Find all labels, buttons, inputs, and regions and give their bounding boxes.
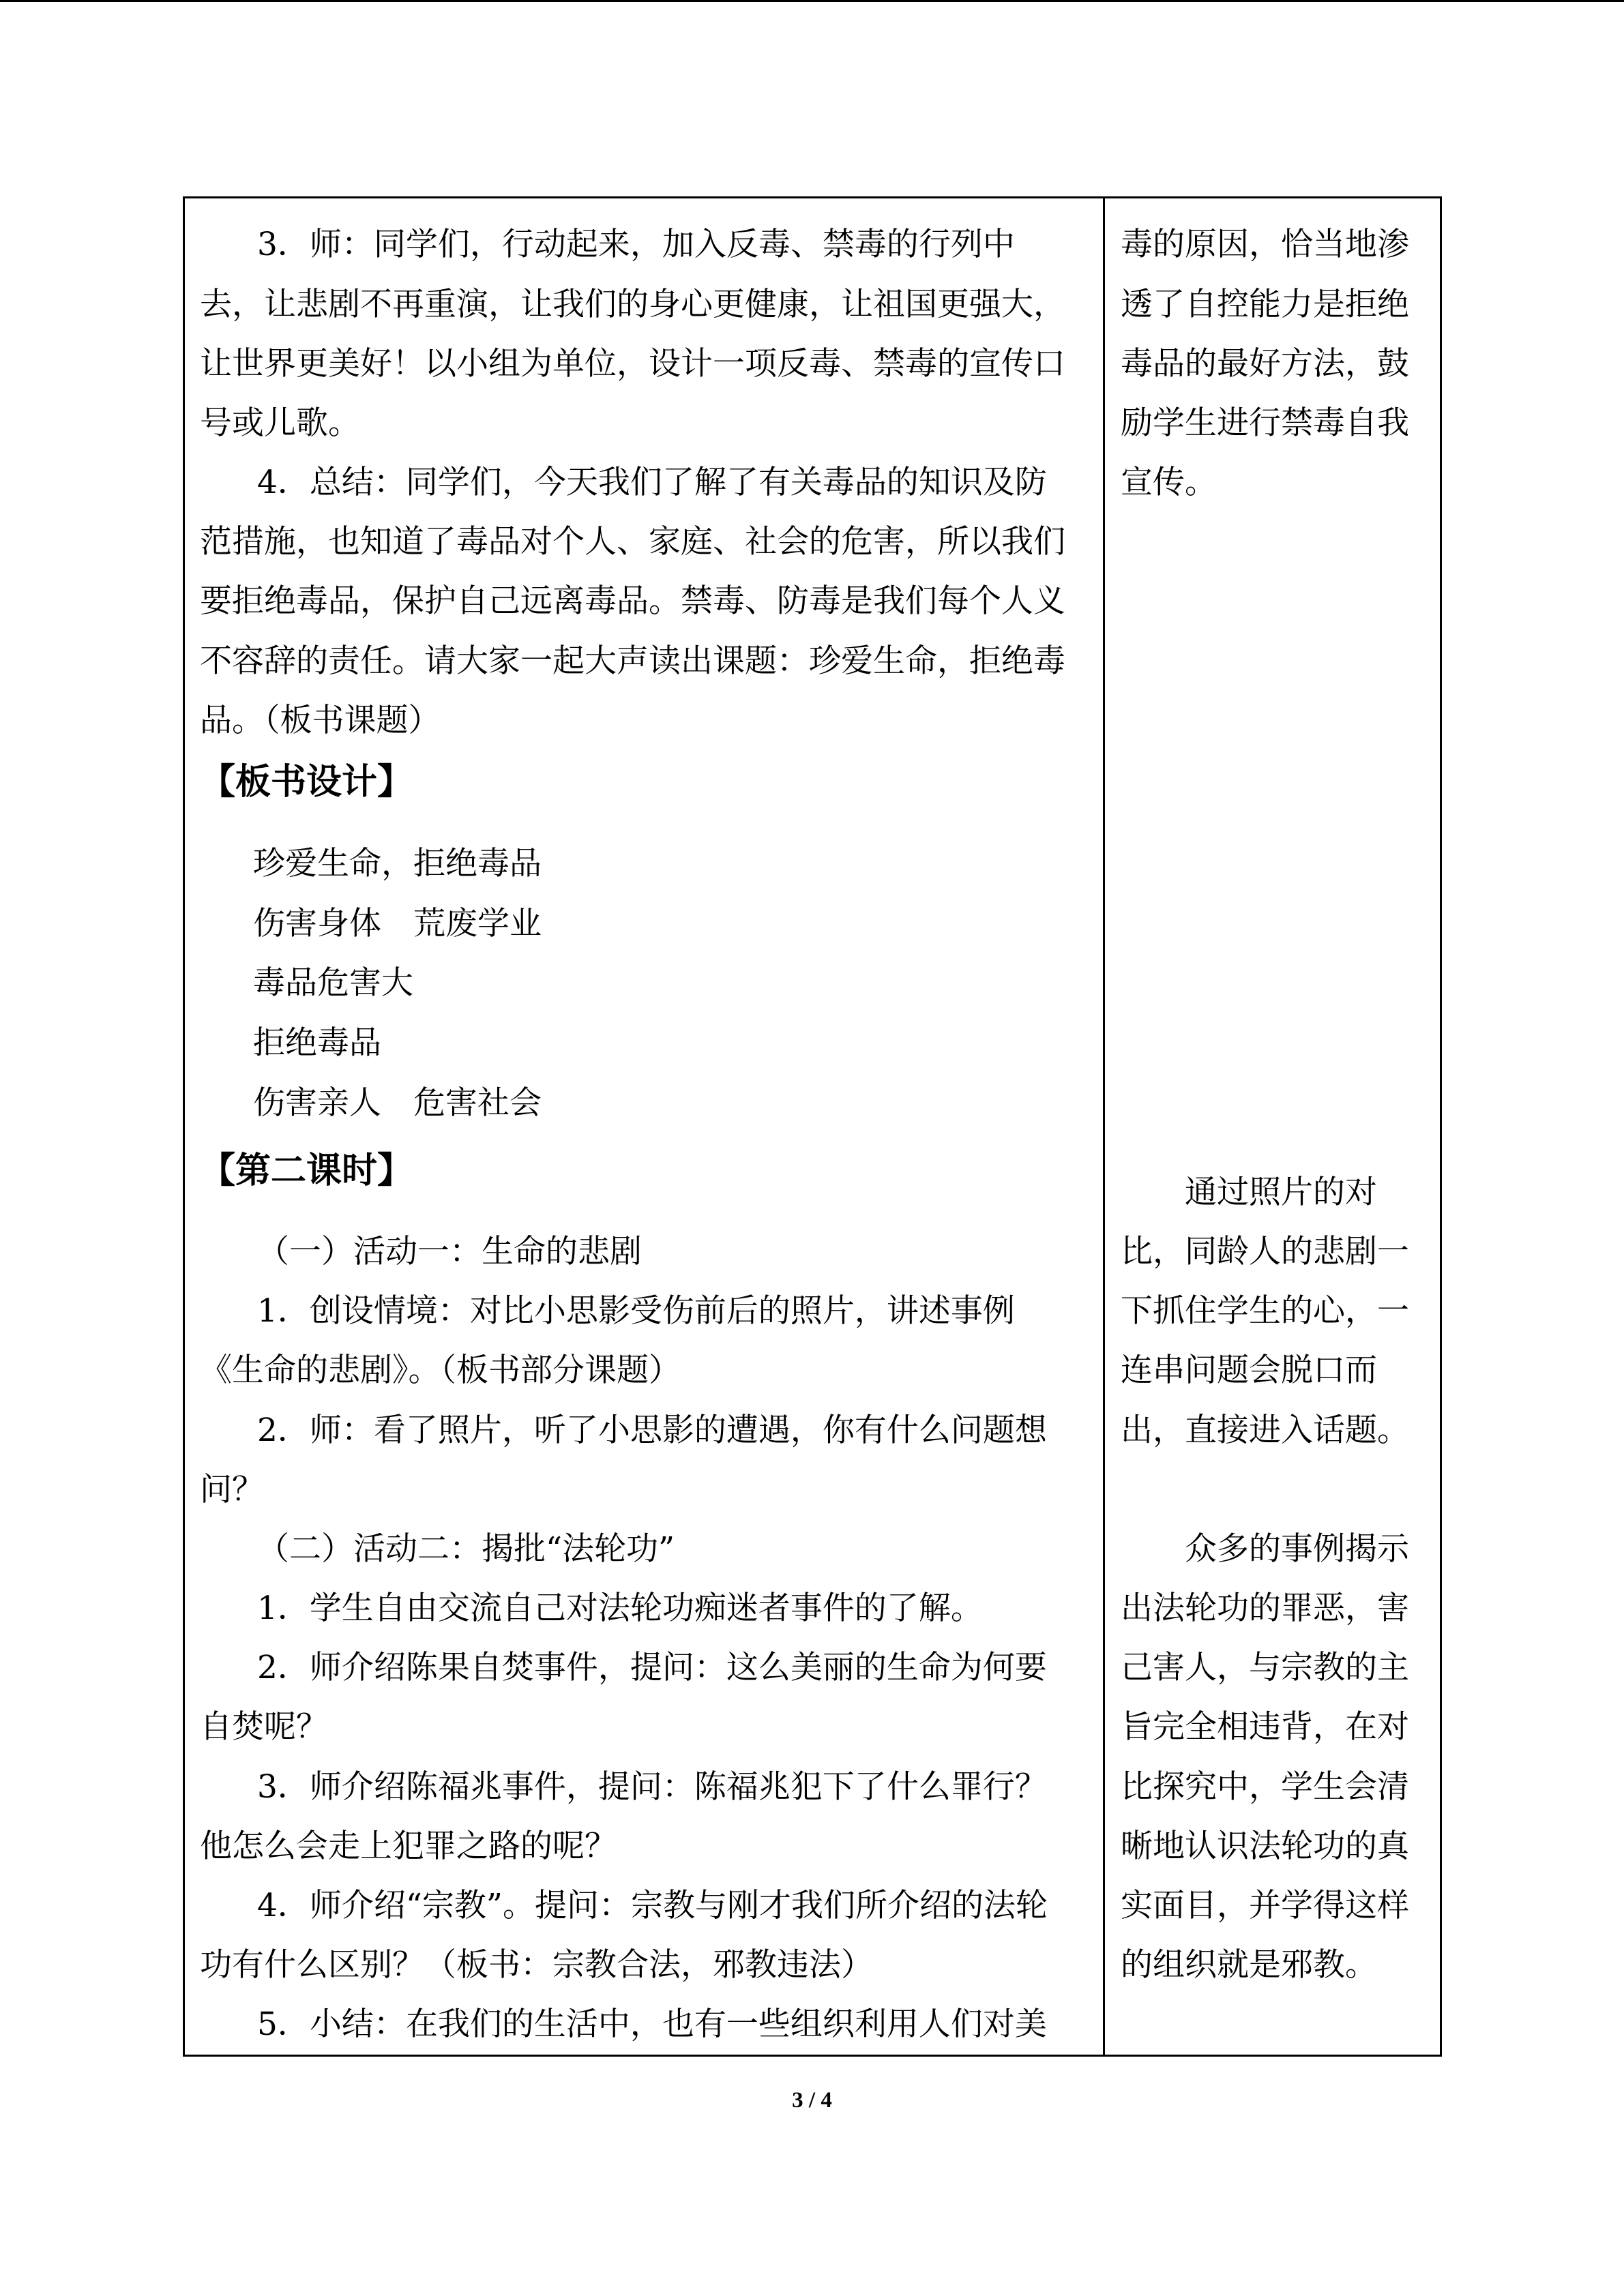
lesson2-line: 5．小结：在我们的生活中，也有一些组织利用人们对美 <box>257 2006 1047 2043</box>
lesson2-line: 1．学生自由交流自己对法轮功痴迷者事件的了解。 <box>257 1590 983 1627</box>
second-lesson-heading: 【第二课时】 <box>200 1150 413 1191</box>
content-line: 不容辞的责任。请大家一起大声读出课题：珍爱生命，拒绝毒 <box>200 642 1065 680</box>
side-note-line: 出法轮功的罪恶，害 <box>1121 1590 1409 1627</box>
side-note-line: 比，同龄人的悲剧一 <box>1121 1233 1409 1270</box>
page-number: 3 / 4 <box>792 2088 832 2113</box>
side-note-line: 透了自控能力是拒绝 <box>1121 286 1409 323</box>
side-note-line: 旨完全相违背，在对 <box>1121 1708 1409 1746</box>
side-note-line: 实面目，并学得这样 <box>1121 1887 1409 1924</box>
content-line: 3．师：同学们，行动起来，加入反毒、禁毒的行列中 <box>257 226 1015 263</box>
content-line: 4．总结：同学们，今天我们了解了有关毒品的知识及防 <box>257 464 1047 501</box>
side-note-line: 下抓住学生的心，一 <box>1121 1292 1409 1330</box>
side-note-line: 比探究中，学生会清 <box>1121 1768 1409 1806</box>
content-line: 去，让悲剧不再重演，让我们的身心更健康，让祖国更强大， <box>200 286 1065 323</box>
lesson-plan-table <box>183 196 1442 2057</box>
lesson2-line: 3．师介绍陈福兆事件，提问：陈福兆犯下了什么罪行？ <box>257 1768 1047 1806</box>
lesson2-line: 功有什么区别？（板书：宗教合法，邪教违法） <box>200 1946 873 1984</box>
content-line: 让世界更美好！以小组为单位，设计一项反毒、禁毒的宣传口 <box>200 345 1065 383</box>
content-line: 号或儿歌。 <box>200 404 360 442</box>
lesson2-line: 1．创设情境：对比小思影受伤前后的照片，讲述事例 <box>257 1292 1015 1330</box>
board-line: 伤害身体 荒废学业 <box>253 905 542 942</box>
board-line: 伤害亲人 危害社会 <box>253 1084 542 1122</box>
column-divider <box>1103 198 1105 2055</box>
lesson2-line: 2．师：看了照片，听了小思影的遭遇，你有什么问题想 <box>257 1412 1047 1449</box>
page-top-border <box>0 0 1624 2</box>
lesson2-line: 他怎么会走上犯罪之路的呢？ <box>200 1828 617 1865</box>
lesson2-line: （二）活动二：揭批“法轮功” <box>257 1530 675 1568</box>
board-line: 拒绝毒品 <box>253 1024 381 1062</box>
board-line: 珍爱生命，拒绝毒品 <box>253 845 542 882</box>
lesson2-line: 4．师介绍“宗教”。提问：宗教与刚才我们所介绍的法轮 <box>257 1887 1048 1924</box>
lesson2-line: 问？ <box>200 1471 264 1508</box>
lesson2-line: 《生命的悲剧》。（板书部分课题） <box>200 1352 681 1389</box>
side-note-line: 励学生进行禁毒自我 <box>1121 404 1409 442</box>
side-note-line: 的组织就是邪教。 <box>1121 1946 1377 1984</box>
side-note-line: 己害人，与宗教的主 <box>1121 1649 1409 1686</box>
side-note-line: 连串问题会脱口而 <box>1121 1352 1377 1389</box>
board-design-heading: 【板书设计】 <box>200 762 413 803</box>
side-note-line: 宣传。 <box>1121 464 1217 501</box>
side-note-line: 通过照片的对 <box>1185 1174 1377 1211</box>
content-line: 范措施，也知道了毒品对个人、家庭、社会的危害，所以我们 <box>200 523 1065 561</box>
side-note-line: 出，直接进入话题。 <box>1121 1412 1409 1449</box>
side-note-line: 晰地认识法轮功的真 <box>1121 1828 1409 1865</box>
board-line: 毒品危害大 <box>253 964 413 1002</box>
lesson2-line: 自焚呢？ <box>200 1708 328 1746</box>
lesson2-line: （一）活动一：生命的悲剧 <box>257 1233 642 1270</box>
side-note-line: 毒的原因，恰当地渗 <box>1121 226 1409 263</box>
content-line: 品。（板书课题） <box>200 702 441 739</box>
lesson2-line: 2．师介绍陈果自焚事件，提问：这么美丽的生命为何要 <box>257 1649 1047 1686</box>
content-line: 要拒绝毒品，保护自己远离毒品。禁毒、防毒是我们每个人义 <box>200 582 1065 620</box>
side-note-line: 毒品的最好方法，鼓 <box>1121 345 1409 383</box>
side-note-line: 众多的事例揭示 <box>1185 1530 1409 1568</box>
